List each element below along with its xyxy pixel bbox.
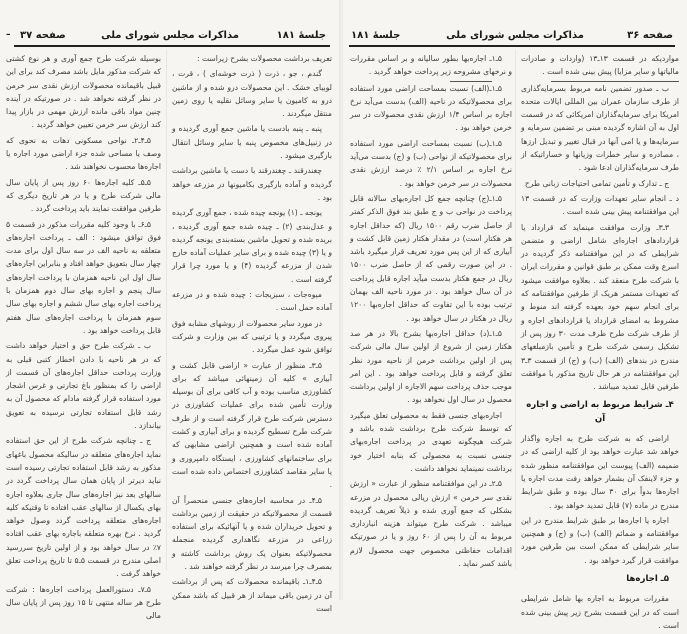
- column-divider: [166, 50, 167, 570]
- paragraph: اجاره‌بهای جنسی فقط به محصولی تعلق میگیرد که توسط شرکت طرح برداشت شده باشد و شرکت هیچگونه تعهدی در پرداخت اجاره‌بهای جنسی نسبت به محصولی که بنابه اختیار خود برداشت نمینماید نخواهد داشت .: [350, 410, 512, 473]
- paragraph: ۵ـ۴ـ در محاسبه اجاره‌های جنسی منحصراً آن قسمت از محصولاتیکه در حقیقت از زمین برداشت و تحویل خریداران شده و یا آنهائیکه برای استفاده زراعی در مزرعه نگاهداری گردیده منجمله محصولاتیکه بعنوان یک روش برداشت کاشته و بمصرف چرا میرسد در نظر گرفته خواهند شد .: [172, 495, 332, 571]
- paragraph: ۵ـ۵ـ کلیه اجاره‌ها ۶۰ روز پس از پایان سال مالی شرکت طرح و یا در هر تاریخ دیگری که طرفین موافقت نمایند باید پرداخت گردد .: [6, 177, 161, 214]
- left-page: [0, 0, 340, 621]
- journal-title: مذاکرات مجلس شورای ملی: [446, 30, 584, 41]
- paragraph: میوه‌جات ، سبزیجات : چیده شده و در مزرعه آماده حمل است .: [172, 290, 332, 313]
- paragraph: بوسیله شرکت طرح جمع آوری و هر نوع کشتی که شرکت مذکور مایل باشد مصرف کند برای این قبیل باقیمانده محصولات ارزش نقدی سر خرمن در نظر گرفته نخواهد شد . در صورتیکه در آینده چنین مواد باقی مانده ارزش مهمی در بازار پیدا کند ارزش سر خرمن تعیین خواهد گردید .: [6, 54, 161, 130]
- header-rule: [14, 45, 330, 47]
- paragraph: ۵ـ۱ـ(ب) نسبت بمساحت اراضی مورد استفاده برای محصولاتیکه از نواحی (ب) و (ج) بدست می‌آید نرخ اجاره بر اساس ۲/۱ ٪ درصد ارزش نقدی محصولات در سر خرمن خواهد بود .: [350, 138, 512, 188]
- session-number: جلسهٔ ۱۸۱: [351, 30, 401, 41]
- right-page-header: [343, 28, 687, 44]
- paragraph: ب ـ صدور تضمین نامه مربوط بسرمایه‌گذاری از طرف سازمان عمران بین المللی ایالات متحده امریکا برای سرمایه‌گذاران امریکائی که در قسمت اول به آن اشاره گردیده مبنی بر تضمین سرمایه و سرمایه‌ها و یا امی آنها در قبال تغییر و تبدیل ارزها ، مصادره و سایر خطرات وزیانها و خساراتیکه از طرف سرمایه‌گذاران ادعا شود .: [521, 83, 679, 173]
- paragraph: ۵ـ۳ـ منظور از عبارت « اراضی قابل کشت و آبیاری » کلیه آن زمینهائی میباشد که برای کشاورزی مناسب بوده و آب کافی برای آن بوسیله وزارت تأمین شده برای عملیات کشاورزی در دسترس شرکت طرح قرار گرفته است و از طرف شرکت طرح تسطیح گردیده و برای آبیاری و کشت آماده شده است و همچنین اراضی مشابهی که برای ساختمانهای کشاورزی ، ایستگاه دامپروری و یا سایر مقاصد کشاورزی اختصاص داده شده است .: [172, 360, 332, 490]
- paragraph: ج ـ چنانچه شرکت طرح از این حق استفاده نماید اجاره‌های متعلقه در سالیکه محصول باغهای مذکور به رشد قابل استفاده تجارتی رسیده است نباید دیرتر از پایان همان سال پرداخت گردد در سالهای بعد نیز اجاره‌های سال جاری بعلاوه اجاره بهای یکسال از سالهای عقب افتاده تا وقتیکه کلیه اجاره‌های متعلقه پرداخت گردد وصول خواهد گردید . نرخ بهره متعلقه باجاره بهای عقب افتاده ۷٪ در سال خواهد بود و از اولین تاریخ سررسید اصلی مندرج در قسمت ۵ـ۵ تا تاریخ پرداخت تعلق خواهد گرفت .: [6, 436, 161, 579]
- right-page: [343, 0, 687, 630]
- paragraph: مقررات مربوط به اجاره بها شامل شرایطی است که در این قسمت بشرح زیر پیش بینی شده است .: [521, 594, 679, 630]
- dash-mark: –: [6, 30, 11, 40]
- right-page-left-column: [350, 52, 512, 572]
- paragraph: ب ـ شرکت طرح حق و اختیار خواهد داشت که در هر ناحیه با دادن اخطار کتبی قبلی به وزارت پرداخت حداقل اجاره‌های آن قسمت از اراضی را که بمنظور باغ تجارتی و غرس اشجار مورد استفاده قرار گرفته مادام که محصول آن به رشد قابل استفاده تجارتی نرسیده به تعویق بیاندازد .: [6, 341, 161, 431]
- paragraph: موارديكه در قسمت ۱۳ـ۱۳ (واردات و صادرات مالیاتها و سایر مزایا) پیش بینی شده است .: [521, 54, 679, 77]
- paragraph: ج ـ تدارک و تأمین تمامی احتیاجات زبانی طرح: [524, 178, 669, 188]
- subsection-heading: ۵ـ اجاره‌ها: [626, 573, 669, 584]
- paragraph: ۵ـ۱ـ(ج) چنانچه جمع کل اجاره‌بهای سالانه قابل پرداخت در نواحی ب و ج طبق بند فوق الذکر کمتر از حاصل ضرب رقم ۱۵۰۰ ریال (که حداقل اجاره هر هکتار است) در مقدار هکتار زمین قابل کشت و آبیاری که از این پس مورد تعریف قرار میگیرد باشد . در این صورت رقمی که از حاصل ضرب ۱۵۰۰ ریال در جمع هکتار بدست میآید اجاره قابل پرداخت در آن سال خواهد بود . در مورد ناحیه الف بهمان ترتیب بوده با این تفاوت که حداقل اجاره‌بها ۱۲۰۰ ریال در هکتار در سال خواهد بود .: [350, 193, 512, 323]
- paragraph: ۵ـ۶ـ با وجود کلیه مقررات مذکور در قسمت ۵ فوق توافق میشود : الف ـ پرداخت اجاره‌های متعلقه به ناحیه الف در سه سال اول برای مدت چهار سال بتعویق خواهد افتاد و بنابراین اجاره‌های سال اول این ناحیه همزمان با پرداخت اجاره‌های سال پنجم و اجاره بهای سال دوم همزمان با پرداخت اجاره بهای سال ششم و اجاره بهای سال سوم همزمان با پرداخت اجاره‌های سال هفتم قابل پرداخت خواهد بود .: [6, 219, 161, 335]
- paragraph: ۵ـ۴ـ۲ـ نواحی مسکونی دهات به نحوی که وصف یا مساحی شده جزء اراضی مورد اجاره یا اجاره‌ها محسوب نخواهند شد .: [6, 135, 161, 172]
- section-heading: ۴ـ شرایط مربوط به اراضی و اجاره آن: [526, 400, 674, 424]
- left-page-left-column: [6, 52, 161, 624]
- paragraph: چغندرقند ـ چغندرقند با دست یا ماشین برداشت گردیده و آماده بارگیری بکامیونها در مزرعه خواهد بود .: [172, 166, 332, 202]
- paragraph: ۳ـ۳ـ وزارت موافقت مینماید که قرارداد یا قراردادهای اجاره‌ای شامل اراضی و متضمن شرایطی که در این موافقتنامه ذکر گردیده در اسرع وقت ممکن بر طبق قوانین و مقررات ایران با شرکت طرح منعقد کند . بعلاوه موافقت میشود که تعهدات مستمر هریک از طرفین موافقتنامه که برای انجام سهم خود بعهده گرفته اند منوط و مشروط به امضای قرارداد یا قراردادهای اجاره و از طرف شرکت طرح ظرف مدت ۳۰ روز پس از تشکیل رسمی شرکت طرح و تأمین بازمبلغهای مندرج در بندهای (الف) (ب) و (ج) از قسمت ۳ـ۳ این موافقتنامه در هر حال تاریخ مذکور با موافقت طرفین قابل تمدید میباشد .: [521, 222, 679, 392]
- header-rule: [349, 45, 675, 47]
- right-page-right-column: [521, 52, 679, 634]
- column-divider: [515, 50, 516, 570]
- page-number: صفحه ۳۷: [20, 30, 66, 41]
- paragraph: ۵ـ۷ـ دستورالعمل پرداخت اجاره‌ها : شرکت طرح هر ساله منتهی تا ۱۵ روز پس از پایان سال مالی: [6, 584, 161, 621]
- paragraph: تعریف برداشت محصولات بشرح زیراست :: [196, 54, 332, 63]
- paragraph: د ـ انجام سایر تعهدات وزارت که در قسمت ۱۳ این موافقتنامه پیش بینی شده است .: [521, 193, 679, 217]
- paragraph: اراضی که به شرکت طرح به اجاره واگذار خواهد شد عبارت خواهد بود از کلیه اراضی که در ضمیمه (الف) پیوست این موافقتنامه منظور شده و جزء لاینفک آن بشمار خواهد رفت مدت اجاره یا اجاره‌ها بدواً برای ۳۰ سال بوده و طبق شرایط مندرج در ماده (۷) قابل تمدید خواهد بود .: [521, 434, 679, 510]
- left-page-right-column: [172, 52, 332, 617]
- paragraph: ۵ـ۴ـ۱ـ باقیمانده محصولات که پس از برداشت آن در زمین باقی میماند از هر قبیل که باشد ممکن است: [172, 577, 332, 613]
- paragraph: گندم ، جو ، ذرت ( ذرت خوشه‌ای ) ، قرت ، لوبیای خشک . این محصولات درو شده و از ماشین درو به کامیون یا سایر وسائل نقلیه یا روی زمین منتقل میگردند .: [172, 69, 332, 119]
- paragraph: پنبه ـ پنبه بادست یا ماشین جمع آوری گردیده و در زنبیل‌های مخصوص پنبه یا سایر وسائل انتقال بارگیری میشود .: [172, 124, 332, 161]
- paragraph: ۵ـ۱ـ(الف) نسبت بمساحت اراضی مورد استفاده برای محصولاتیکه در ناحیه (الف) بدست می‌آید نرخ اجاره بر اساس ۱/۴ ارزش نقدی محصولات در سر خرمن خواهد بود .: [350, 83, 512, 133]
- paragraph: ۵ـ۱ـ اجاره‌بها بطور سالیانه و بر اساس مقررات و نرخهای مشروحه زیر پرداخت خواهد گردید .: [350, 54, 512, 77]
- session-number: جلسهٔ ۱۸۱: [276, 30, 326, 41]
- paragraph: اجاره یا اجاره‌ها بر طبق شرایط مندرج در این موافقتنامه و ضمائم (الف) (ب) و (ج) و همچنین سایر شرایطی که ممکن است بین طرفین مورد موافقت قرار گیرد خواهد بود .: [521, 515, 679, 565]
- paragraph: ۵ـ۱ـ(د) حداقل اجاره‌بها بشرح بالا در هر صد هکتار زمین از شروع از اولین سال مالی شرکت پس از اولین برداشت خرمن از ناحیه مورد نظر تعلق گرفته و قابل پرداخت خواهد بود . این امر موجب حذف پرداخت سهم الاجاره از اولین برداشت محصول در سال اول نخواهد بود .: [350, 328, 512, 405]
- left-page-header: [0, 28, 340, 44]
- journal-title: مذاکرات مجلس شورای ملی: [101, 30, 239, 41]
- paragraph: یونجه ـ (۱) یونجه چیده شده ، جمع آوری گردیده و عدل‌بندی (۲) ـ چیده شده جمع آوری گردیده ، بریده شده و تحویل ماشین بسته‌بندی یونجه گردیده و یا (۳) چیده شده و برای سایر عملیات آماده خارج شدن از مزرعه گردیده (۴) و یا مورد چرا قرار گرفته است .: [172, 208, 333, 284]
- paragraph: ۵ـ۲ـ در این موافقتنامه منظور از عبارت « ارزش نقدی سر خرمن » ارزش ریالی محصول در مزرعه بشکلی که جمع آوری شده و ذیلاً تعریف گردیده میباشد . شرکت طرح میتواند هزینه انبارداری مربوط به آن را پس از ۶۰ روز و یا در صورتیکه اقدامات حفاظتی مخصوص جهت محصول لازم باشد کسر نماید .: [350, 479, 512, 568]
- paragraph: در مورد سایر محصولات از روشهای مشابه فوق پیروی میگردد و یا ترتیبی که بین وزارت و شرکت توافق شود عمل میگردد .: [172, 318, 332, 355]
- page-number: صفحه ۳۶: [627, 30, 673, 41]
